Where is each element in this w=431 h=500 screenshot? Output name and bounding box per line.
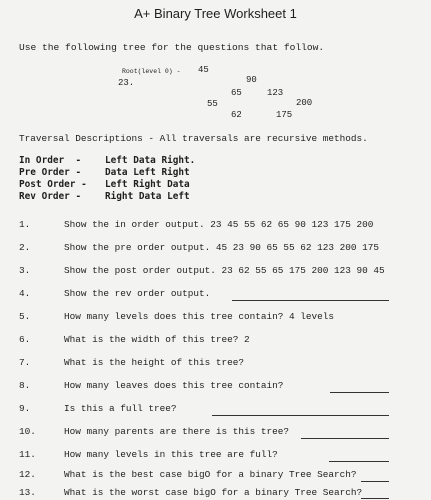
traversal-desc: Right Data Left — [105, 191, 190, 202]
answer-blank[interactable] — [330, 392, 389, 393]
traversal-desc: Left Right Data — [105, 179, 190, 190]
question-number: 10. — [19, 426, 36, 437]
question-text: Show the in order output. 23 45 55 62 65 90 123 175 200 — [64, 219, 374, 230]
answer-blank[interactable] — [232, 300, 389, 301]
tree-node-55: 55 — [207, 99, 218, 109]
answer-blank[interactable] — [361, 498, 389, 499]
question-text: How many levels in this tree are full? — [64, 449, 278, 460]
question-text: How many parents are there is this tree? — [64, 426, 290, 437]
question-text: What is the worst case bigO for a binary Tree Search? — [64, 487, 363, 498]
question-number: 7. — [19, 357, 31, 368]
question-number: 6. — [19, 334, 31, 345]
question-number: 2. — [19, 242, 31, 253]
question-number: 3. — [19, 265, 31, 276]
question-number: 9. — [19, 403, 31, 414]
traversal-name: In Order - — [19, 155, 82, 166]
root-label: Root(level 0) - — [122, 68, 181, 75]
answer-blank[interactable] — [329, 461, 389, 462]
traversal-desc: Data Left Right — [105, 167, 190, 178]
question-text: Show the pre order output. 45 23 90 65 55 62 123 200 175 — [64, 242, 380, 253]
question-text: What is the best case bigO for a binary Tree Search? — [64, 469, 357, 480]
question-number: 12. — [19, 469, 36, 480]
worksheet-title: A+ Binary Tree Worksheet 1 — [134, 6, 297, 21]
tree-node-175: 175 — [276, 110, 293, 120]
question-text: How many leaves does this tree contain? — [64, 380, 284, 391]
tree-node-23: 23. — [118, 78, 135, 88]
answer-blank[interactable] — [361, 481, 389, 482]
tree-node-200: 200 — [296, 98, 313, 108]
traversal-heading: Traversal Descriptions - All traversals are recursive methods. — [19, 133, 368, 144]
tree-node-65: 65 — [231, 88, 242, 98]
traversal-desc: Left Data Right. — [105, 155, 196, 166]
question-text: What is the height of this tree? — [64, 357, 245, 368]
question-number: 5. — [19, 311, 31, 322]
question-number: 4. — [19, 288, 31, 299]
question-number: 11. — [19, 449, 36, 460]
tree-node-90: 90 — [246, 75, 257, 85]
question-text: What is the width of this tree? 2 — [64, 334, 250, 345]
traversal-name: Rev Order - — [19, 191, 82, 202]
tree-node-123: 123 — [267, 88, 284, 98]
question-text: How many levels does this tree contain? 4 levels — [64, 311, 335, 322]
question-text: Show the post order output. 23 62 55 65 175 200 123 90 45 — [64, 265, 385, 276]
intro-text: Use the following tree for the questions that follow. — [19, 42, 325, 53]
question-text: Is this a full tree? — [64, 403, 177, 414]
question-number: 1. — [19, 219, 31, 230]
question-number: 8. — [19, 380, 31, 391]
tree-node-root: 45 — [198, 65, 209, 75]
answer-blank[interactable] — [212, 415, 389, 416]
question-number: 13. — [19, 487, 36, 498]
question-text: Show the rev order output. — [64, 288, 211, 299]
tree-node-62: 62 — [231, 110, 242, 120]
answer-blank[interactable] — [301, 438, 389, 439]
traversal-name: Post Order - — [19, 179, 87, 190]
traversal-name: Pre Order - — [19, 167, 82, 178]
